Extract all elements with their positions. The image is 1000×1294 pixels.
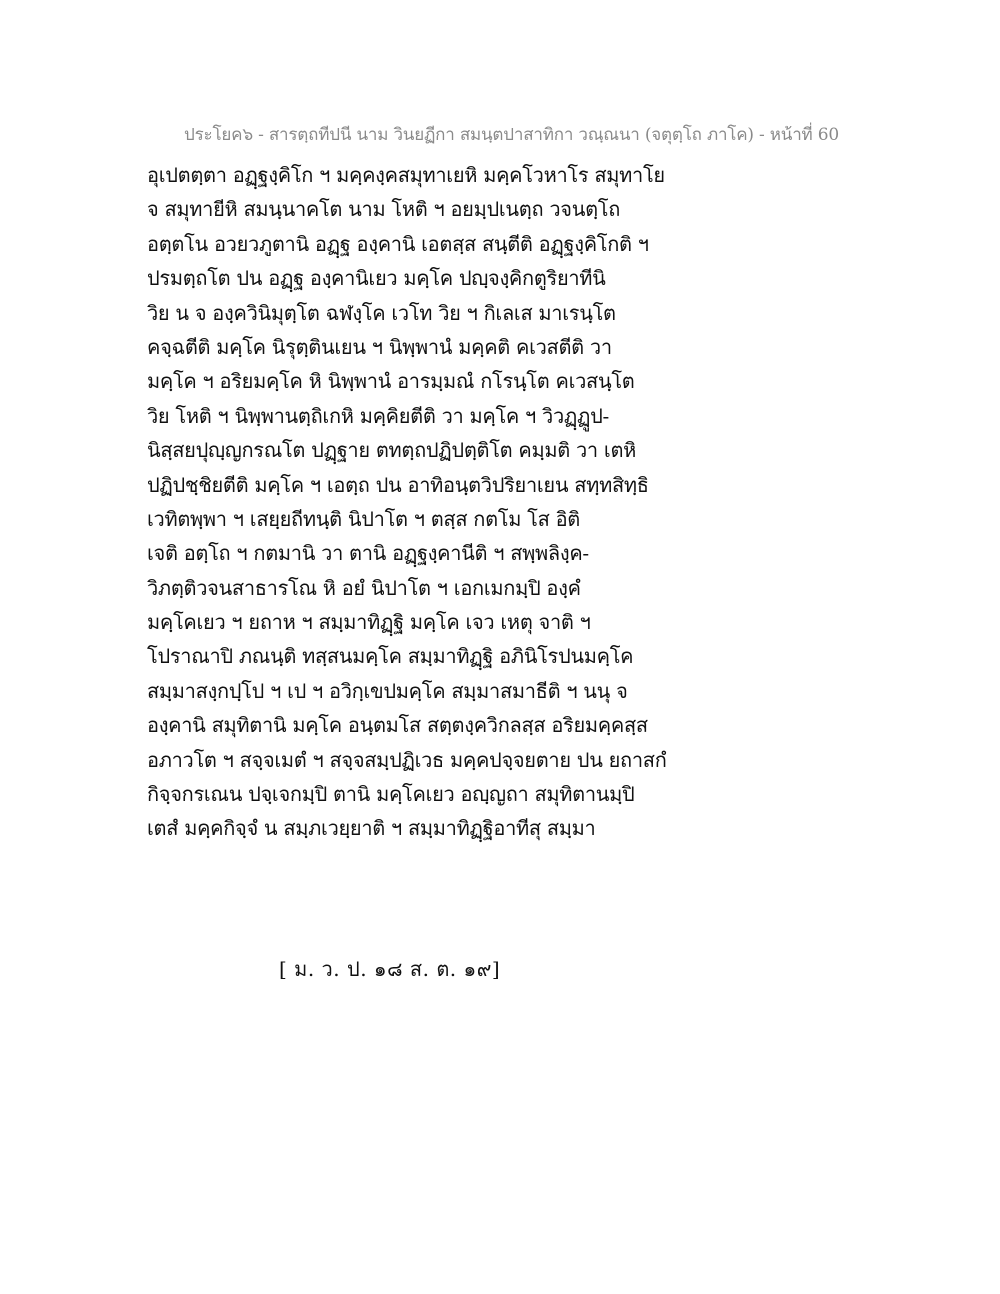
text-line: องฺคานิ สมุทิตานิ มคฺโค อนฺตมโส สตฺตงฺควิกลสฺส อริยมคฺคสฺส [147, 713, 648, 738]
text-line: จ สมุทายีหิ สมนฺนาคโต นาม โหติ ฯ อยมฺปเนตฺถ วจนตฺโถ [147, 197, 621, 222]
text-line: สมฺมาสงฺกปฺโป ฯ เป ฯ อวิกฺเขปมคฺโค สมฺมาสมาธีติ ฯ นนุ จ [147, 678, 628, 703]
text-line: ปฏิปชฺชิยตีติ มคฺโค ฯ เอตฺถ ปน อาทิอนฺตวิปริยาเยน สทฺทสิทฺธิ [147, 472, 649, 497]
text-line: วิย น จ องฺควินิมุตฺโต ฉฬงฺโค เวโท วิย ฯ กิเลเส มาเรนฺโต [147, 300, 616, 325]
text-line: กิจฺจกรเณน ปจฺเจกมฺปิ ตานิ มคฺโคเยว อญฺญถา สมุทิตานมฺปิ [147, 782, 635, 807]
text-line: มคฺโค ฯ อริยมคฺโค หิ นิพฺพานํ อารมฺมณํ กโรนฺโต คเวสนฺโต [147, 369, 635, 394]
text-line: ปรมตฺถโต ปน อฏฺฐ องฺคานิเยว มคฺโค ปญฺจงฺคิกตูริยาทีนิ [147, 266, 606, 291]
text-line: วิย โหติ ฯ นิพฺพานตฺถิเกหิ มคฺคิยตีติ วา มคฺโค ฯ วิวฏฺฏูป- [147, 403, 610, 428]
text-line: อภาวโต ฯ สจฺจเมตํ ฯ สจฺจสมฺปฏิเวธ มคฺคปจฺจยตาย ปน ยถาสกํ [147, 747, 667, 772]
page-header: ประโยค๖ - สารตฺถทีปนี นาม วินยฏีกา สมนฺตปาสาทิกา วณฺณนา (จตุตฺโถ ภาโค) - หน้าที่ 60 [184, 125, 839, 145]
source-reference: [ ม. ว. ป. ๑๘ ส. ต. ๑๙] [279, 957, 501, 981]
text-line: เวทิตพฺพา ฯ เสยฺยถีทนฺติ นิปาโต ฯ ตสฺส กตโม โส อิติ [147, 506, 580, 531]
text-line: โปราณาปิ ภณนฺติ ทสฺสนมคฺโค สมฺมาทิฏฺฐิ อภินิโรปนมคฺโค [147, 644, 634, 669]
text-line: วิภตฺติวจนสาธารโณ หิ อยํ นิปาโต ฯ เอกเมกมฺปิ องฺคํ [147, 575, 581, 600]
text-line: คจฺฉตีติ มคฺโค นิรุตฺตินเยน ฯ นิพฺพานํ มคฺคติ คเวสตีติ วา [147, 334, 612, 359]
text-line: อตฺตโน อวยวภูตานิ อฏฺฐ องฺคานิ เอตสฺส สนฺตีติ อฏฺฐงฺคิโกติ ฯ [147, 231, 649, 256]
text-line: เตสํ มคฺคกิจฺจํ น สมฺภเวยฺยาติ ฯ สมฺมาทิฏฺฐิอาทีสุ สมฺมา [147, 816, 596, 841]
page-body [147, 158, 847, 846]
text-line: เจติ อตฺโถ ฯ กตมานิ วา ตานิ อฏฺฐงฺคานีติ ฯ สพฺพลิงฺค- [147, 541, 589, 566]
text-line: นิสฺสยปุญฺญกรณโต ปฏฺฐาย ตทตฺถปฏิปตฺติโต คมฺมติ วา เตหิ [147, 438, 637, 463]
text-line: อุเปตตฺตา อฏฺฐงฺคิโก ฯ มคฺคงฺคสมุทาเยหิ มคฺคโวหาโร สมุทาโย [147, 163, 665, 187]
text-line: มคฺโคเยว ฯ ยถาห ฯ สมฺมาทิฏฺฐิ มคฺโค เจว เหตุ จาติ ฯ [147, 610, 591, 635]
